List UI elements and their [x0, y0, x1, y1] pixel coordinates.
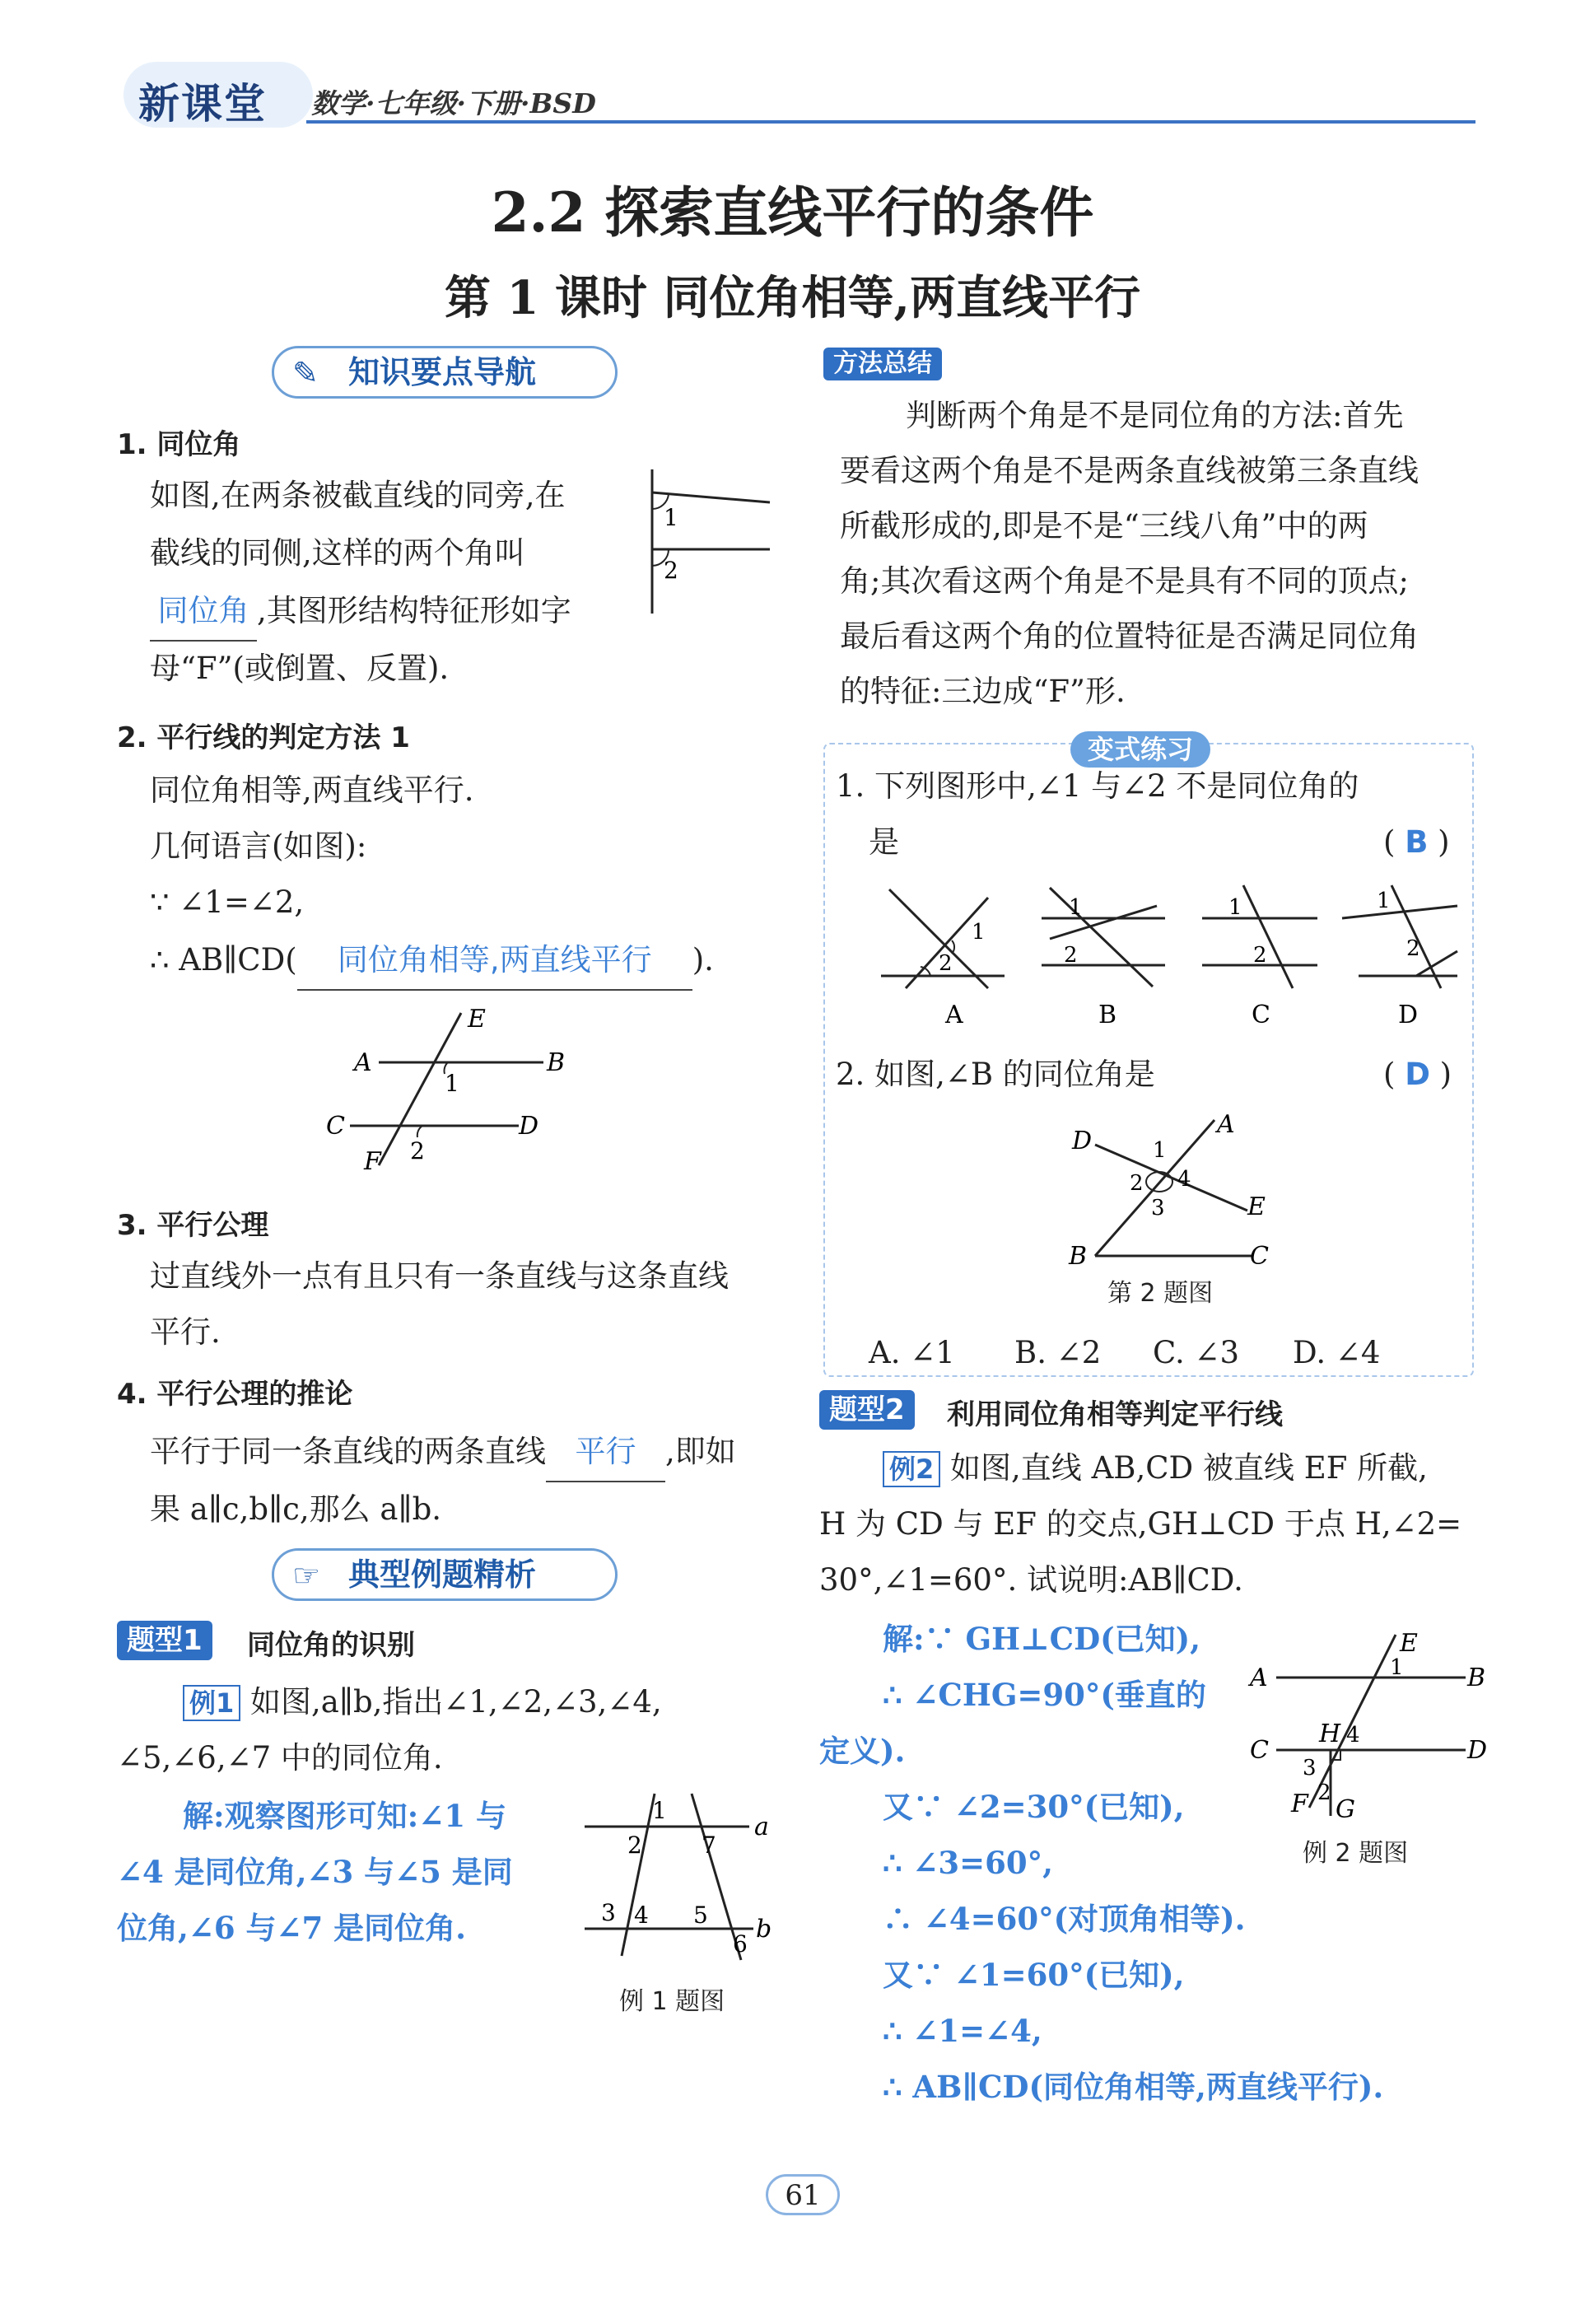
p1-line3	[150, 582, 571, 642]
ex1-line1	[183, 1673, 662, 1731]
header-subtitle: 数学·七年级·下册·BSD	[311, 87, 596, 119]
method-line6: 的特征:三边成“F”形.	[840, 674, 1126, 709]
method-tag: 方法总结	[823, 348, 942, 380]
svg-text:2: 2	[1253, 943, 1267, 968]
fig-ex2-label-F: F	[1291, 1790, 1308, 1818]
fig-ab-label-1: 1	[445, 1070, 459, 1097]
lesson-title: 第 1 课时 同位角相等,两直线平行	[445, 271, 1140, 325]
p1-line3-text: ,其图形结构特征形如字	[257, 593, 571, 628]
ex2-sol8: ∴ AB∥CD(同位角相等,两直线平行).	[883, 2069, 1384, 2105]
q1-label-b: B	[1098, 1001, 1117, 1029]
fig-ex2-label-2: 2	[1317, 1780, 1331, 1805]
ex2-sol2b: 定义).	[819, 1733, 906, 1769]
q1-figure-a	[881, 889, 1005, 1029]
p4-answer: 平行	[546, 1423, 665, 1482]
fig-ex1-label-4: 4	[634, 1902, 649, 1929]
figure-q2	[1062, 1108, 1284, 1264]
q1-label-c: C	[1252, 1001, 1270, 1029]
fig-q2-label-A: A	[1217, 1110, 1235, 1139]
fig-ex2-label-D: D	[1467, 1736, 1488, 1765]
fig-q2-label-B: B	[1069, 1242, 1088, 1264]
p1-line1: 如图,在两条被截直线的同旁,在	[150, 478, 566, 513]
fig-ab-label-F: F	[364, 1147, 381, 1176]
fig-ex2-label-4: 4	[1346, 1723, 1360, 1748]
ex2-sol4: ∴ ∠3=60°,	[883, 1845, 1054, 1881]
fig-ex2-label-A: A	[1250, 1664, 1268, 1692]
p1-heading: 1. 同位角	[117, 428, 241, 461]
ex1-caption: 例 1 题图	[619, 1987, 725, 2016]
q1-figure-b	[1042, 888, 1165, 1029]
ex2-line2: H 为 CD 与 EF 的交点,GH⊥CD 于点 H,∠2=	[819, 1506, 1462, 1542]
q1-figure-c	[1202, 885, 1317, 1029]
fig-ab-label-A: A	[354, 1048, 372, 1077]
type1-tag: 题型1	[117, 1621, 212, 1660]
section-title: 2.2 探索直线平行的条件	[491, 180, 1094, 245]
fig-ex2-label-3: 3	[1303, 1756, 1317, 1780]
fig-ab-label-B: B	[547, 1048, 566, 1077]
p3-line1: 过直线外一点有且只有一条直线与这条直线	[150, 1258, 729, 1294]
ex2-caption: 例 2 题图	[1303, 1839, 1409, 1868]
ex2-line3: 30°,∠1=60°. 试说明:AB∥CD.	[819, 1562, 1243, 1598]
figure-parallel-lines	[313, 1001, 593, 1178]
fig-ex2-label-G: G	[1336, 1795, 1355, 1824]
p2-heading: 2. 平行线的判定方法 1	[117, 721, 410, 754]
method-line4: 角;其次看这两个角是不是具有不同的顶点;	[840, 563, 1409, 599]
type2-tag: 题型2	[819, 1390, 915, 1430]
p2-line3: ∵ ∠1=∠2,	[150, 884, 305, 920]
p1-line2: 截线的同侧,这样的两个角叫	[150, 535, 525, 571]
q2-answer: D	[1405, 1057, 1430, 1092]
ex2-sol2a: ∴ ∠CHG=90°(垂直的	[883, 1677, 1206, 1713]
fig-ex1-label-5: 5	[693, 1902, 708, 1929]
q2-answer-bracket: ( D )	[1383, 1057, 1452, 1092]
p2-answer: 同位角相等,两直线平行	[297, 931, 692, 991]
q2-option-c: C. ∠3	[1153, 1335, 1240, 1370]
ex1-solution-line1: 解:观察图形可知:∠1 与	[183, 1798, 506, 1834]
ex2-sol6: 又∵ ∠1=60°(已知),	[883, 1957, 1185, 1993]
q1-line1: 1. 下列图形中,∠1 与∠2 不是同位角的	[836, 768, 1359, 804]
knowledge-banner-label: 知识要点导航	[348, 354, 537, 390]
q1-label-a: A	[945, 1001, 963, 1029]
ex1-line2: ∠5,∠6,∠7 中的同位角.	[117, 1740, 443, 1776]
method-line2: 要看这两个角是不是两条直线被第三条直线	[840, 453, 1419, 488]
examples-banner-label: 典型例题精析	[348, 1556, 537, 1593]
ex1-solution-line2: ∠4 是同位角,∠3 与∠5 是同	[117, 1854, 513, 1890]
q1-figure-d	[1342, 885, 1457, 1029]
svg-text:1: 1	[1228, 895, 1242, 920]
method-line1: 判断两个角是不是同位角的方法:首先	[906, 398, 1404, 433]
p4-line1-post: ,即如	[665, 1434, 736, 1469]
p4-heading: 4. 平行公理的推论	[117, 1378, 353, 1411]
ex2-box: 例2	[883, 1451, 940, 1487]
fig-ex1-label-7: 7	[702, 1832, 716, 1859]
ex1-box: 例1	[183, 1685, 240, 1721]
figure-example1	[576, 1787, 782, 1976]
p4-line1-pre: 平行于同一条直线的两条直线	[150, 1434, 546, 1469]
p2-line4-post: ).	[692, 942, 714, 978]
q2-caption: 第 2 题图	[1107, 1279, 1214, 1308]
p2-line4	[150, 931, 714, 991]
svg-text:1: 1	[1377, 889, 1391, 913]
q1-line2: 是	[869, 824, 899, 860]
svg-text:1: 1	[1069, 895, 1083, 920]
examples-banner	[272, 1548, 618, 1601]
p4-line2: 果 a∥c,b∥c,那么 a∥b.	[150, 1491, 442, 1527]
q2-option-b: B. ∠2	[1014, 1335, 1102, 1370]
fig-ex2-label-B: B	[1467, 1664, 1486, 1692]
q2-option-a: A. ∠1	[869, 1335, 955, 1370]
method-line3: 所截形成的,即是不是“三线八角”中的两	[840, 508, 1368, 544]
fig-ex2-label-E: E	[1400, 1629, 1418, 1658]
type1-title: 同位角的识别	[247, 1629, 415, 1662]
fig-ex1-label-a: a	[754, 1813, 769, 1841]
fig-ex2-label-C: C	[1250, 1736, 1269, 1765]
fig-ex2-label-1: 1	[1390, 1655, 1404, 1680]
p3-line2: 平行.	[150, 1314, 221, 1350]
q2-option-d: D. ∠4	[1293, 1335, 1381, 1370]
header-rule	[306, 120, 1475, 124]
fig-f-label-1: 1	[664, 504, 678, 531]
fig-q2-label-2: 2	[1130, 1171, 1144, 1196]
fig-q2-label-1: 1	[1153, 1138, 1167, 1163]
p3-heading: 3. 平行公理	[117, 1209, 269, 1242]
q1-answer: B	[1405, 824, 1429, 860]
ex2-sol7: ∴ ∠1=∠4,	[883, 2013, 1042, 2049]
fig-q2-label-C: C	[1250, 1242, 1269, 1264]
method-line5: 最后看这两个角的位置特征是否满足同位角	[840, 618, 1419, 654]
type2-title: 利用同位角相等判定平行线	[947, 1398, 1283, 1431]
fig-ab-label-E: E	[468, 1005, 486, 1034]
ex2-line1-text: 如图,直线 AB,CD 被直线 EF 所截,	[950, 1450, 1428, 1486]
fig-ex1-label-3: 3	[601, 1899, 616, 1926]
fig-ab-label-2: 2	[410, 1137, 425, 1164]
page-number: 61	[766, 2174, 840, 2215]
p2-line2: 几何语言(如图):	[150, 828, 367, 864]
svg-text:2: 2	[1064, 943, 1078, 968]
ex2-sol1: 解:∵ GH⊥CD(已知),	[883, 1621, 1201, 1657]
p1-answer: 同位角	[150, 582, 257, 642]
p2-line4-pre: ∴ AB∥CD(	[150, 942, 297, 978]
q1-answer-bracket: ( B )	[1383, 824, 1450, 860]
svg-text:2: 2	[1406, 936, 1420, 961]
fig-f-label-2: 2	[664, 557, 678, 584]
fig-ex2-label-H: H	[1319, 1720, 1341, 1748]
fig-ex1-label-6: 6	[733, 1930, 748, 1958]
fig-q2-label-3: 3	[1151, 1196, 1165, 1220]
fig-q2-label-4: 4	[1177, 1167, 1191, 1192]
p4-line1	[150, 1423, 736, 1482]
header-logo: 新课堂	[138, 79, 267, 128]
fig-ab-label-D: D	[519, 1112, 539, 1141]
q1-label-d: D	[1398, 1001, 1419, 1029]
lightbulb-icon: ✎	[292, 355, 319, 391]
q1-figures	[873, 873, 1466, 1038]
fig-ex1-label-2: 2	[627, 1832, 642, 1859]
p2-line1: 同位角相等,两直线平行.	[150, 772, 474, 808]
fig-ex1-label-b: b	[756, 1915, 772, 1944]
fig-ex1-label-1: 1	[652, 1797, 667, 1824]
practice-tag: 变式练习	[1070, 731, 1210, 768]
figure-corresponding-angles	[634, 469, 774, 618]
ex2-sol5: ∴ ∠4=60°(对顶角相等).	[883, 1901, 1246, 1937]
fig-ab-label-C: C	[326, 1112, 345, 1141]
ex2-sol3: 又∵ ∠2=30°(已知),	[883, 1789, 1185, 1825]
hand-icon: ☞	[292, 1557, 321, 1594]
p1-line4: 母“F”(或倒置、反置).	[150, 651, 450, 686]
ex1-solution-line3: 位角,∠6 与∠7 是同位角.	[117, 1910, 467, 1946]
figure-example2	[1243, 1626, 1490, 1832]
fig-q2-label-E: E	[1247, 1192, 1266, 1221]
ex2-line1	[883, 1440, 1428, 1497]
svg-text:2: 2	[939, 951, 953, 976]
fig-q2-label-D: D	[1072, 1127, 1093, 1155]
svg-text:1: 1	[972, 920, 986, 945]
knowledge-banner	[272, 346, 618, 399]
ex1-line1-text: 如图,a∥b,指出∠1,∠2,∠3,∠4,	[250, 1684, 662, 1720]
q2-line: 2. 如图,∠B 的同位角是	[836, 1057, 1155, 1092]
